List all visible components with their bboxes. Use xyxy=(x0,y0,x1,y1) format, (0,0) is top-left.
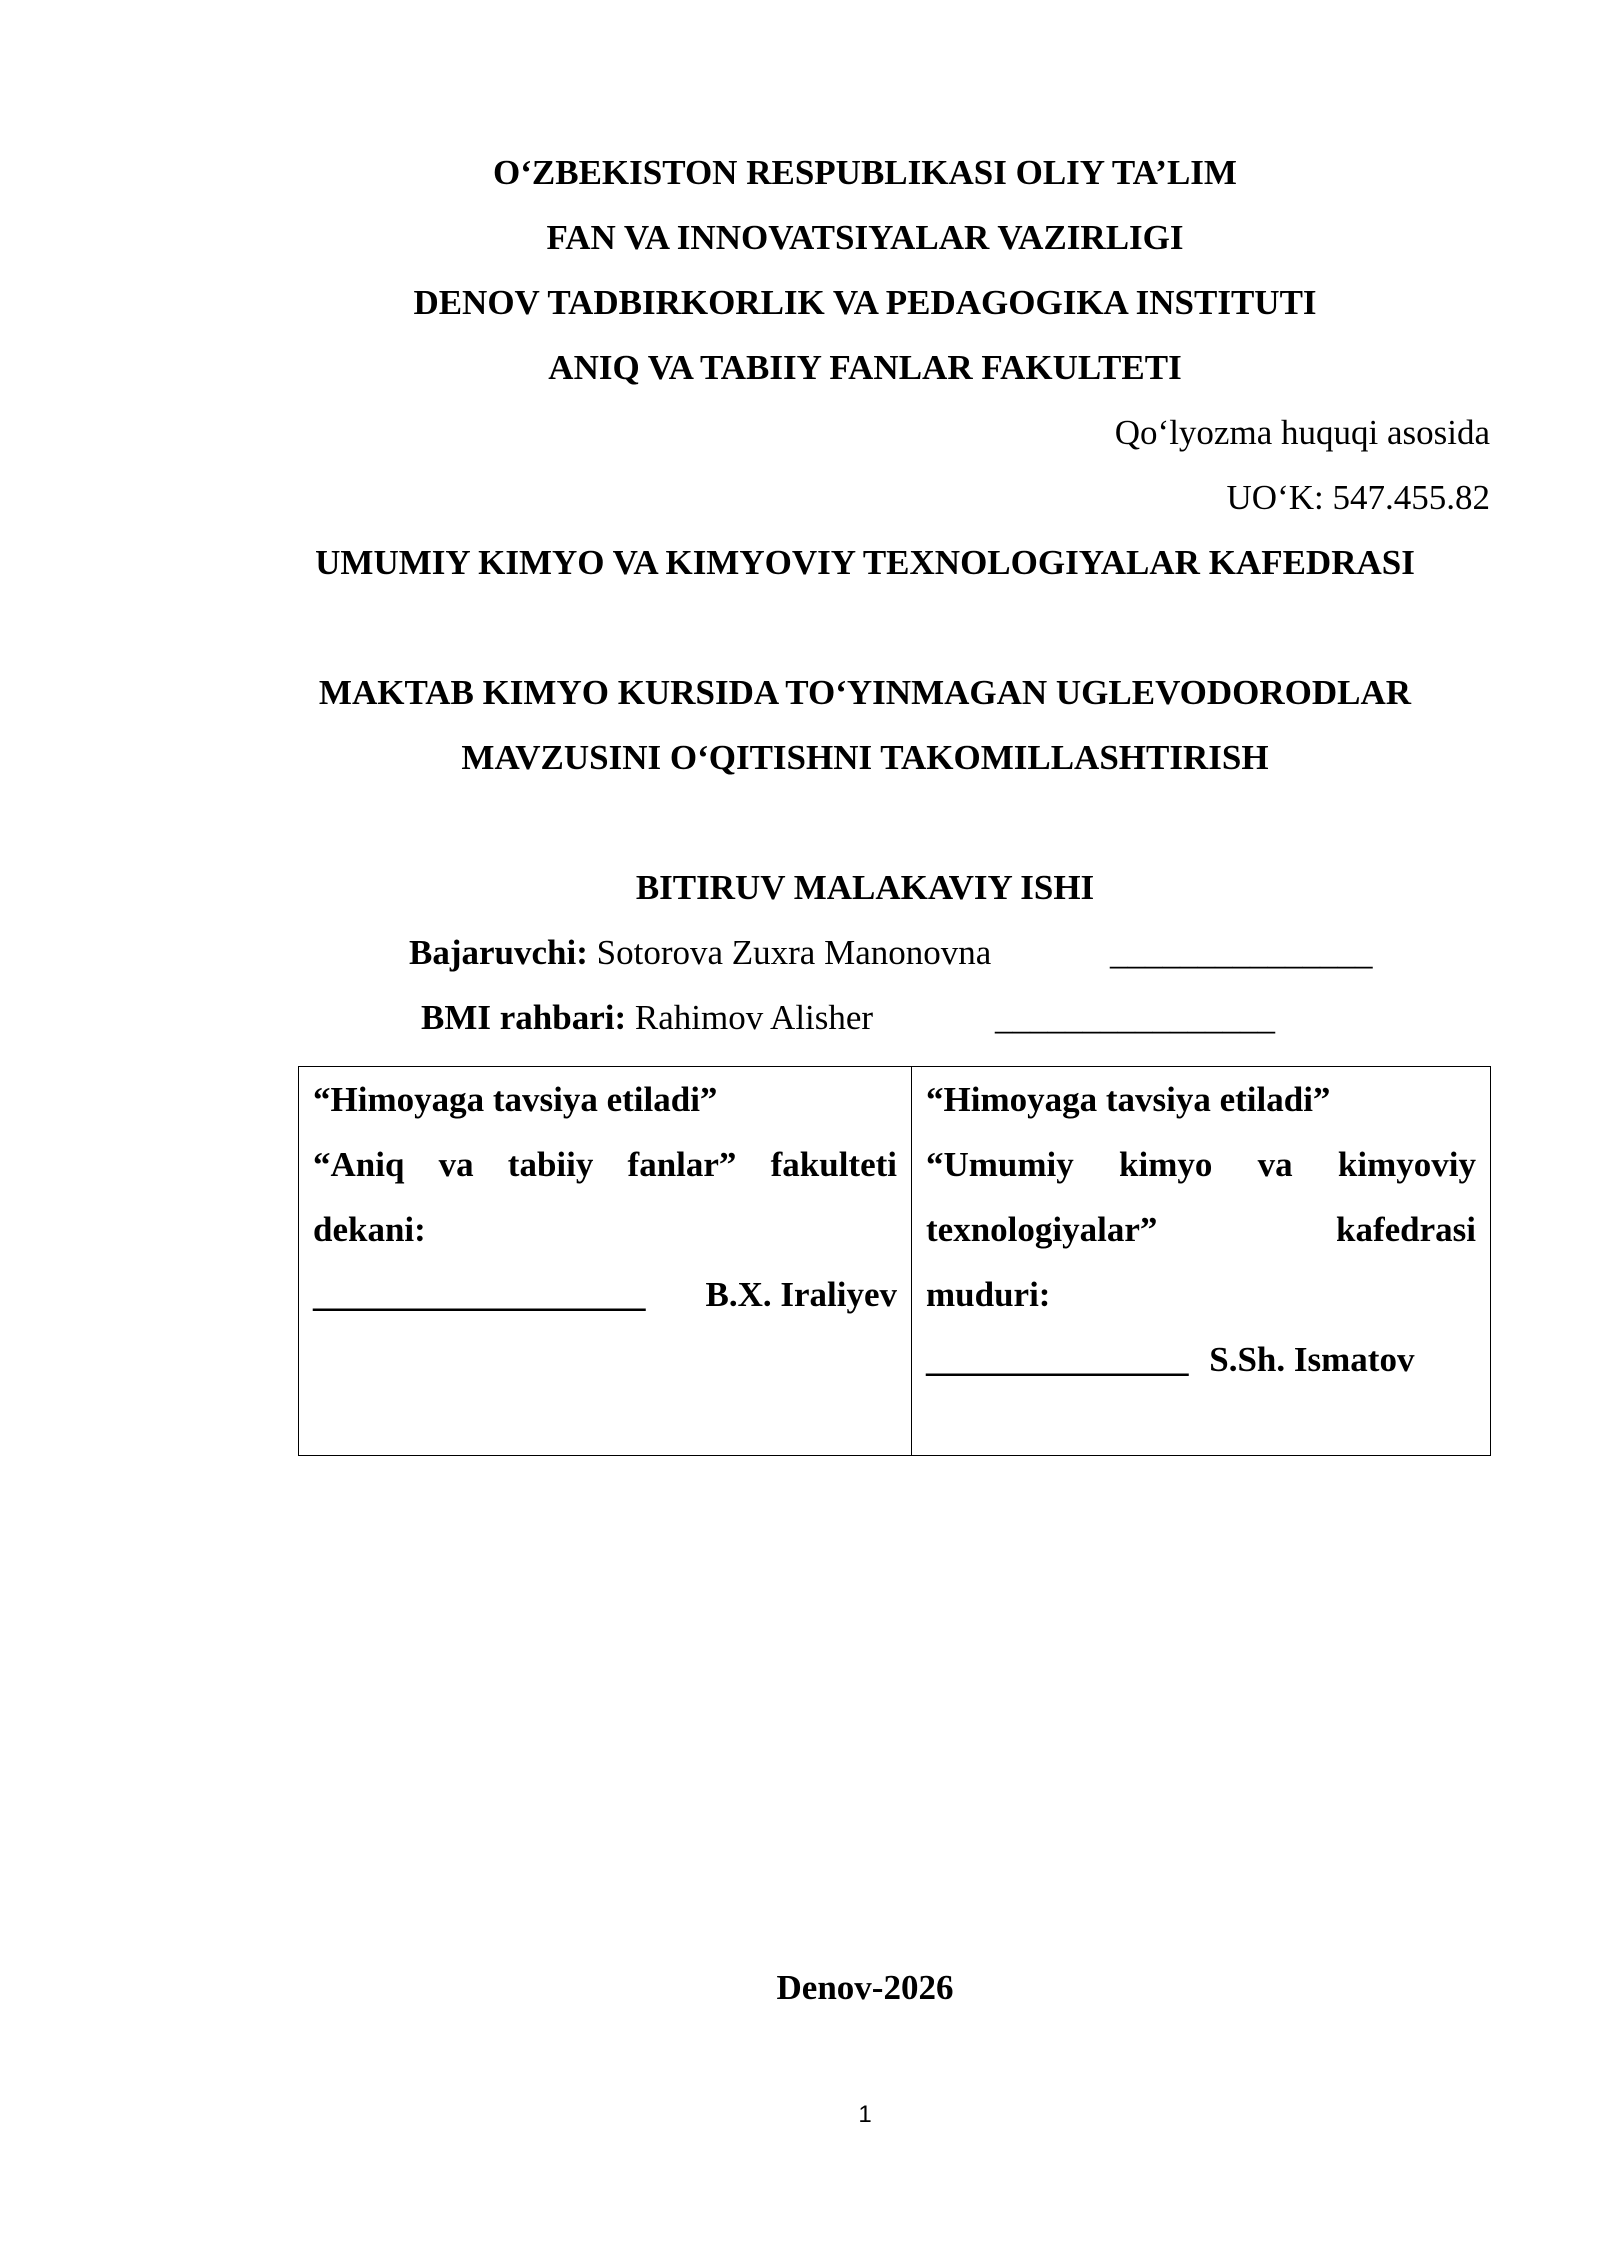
executor-signature-line: _______________ xyxy=(1110,933,1373,972)
supervisor-name: Rahimov Alisher xyxy=(634,998,874,1037)
supervisor-row xyxy=(421,996,873,1040)
head-signature-line: _______________ xyxy=(926,1340,1189,1379)
manuscript-note: Qo‘lyozma huquqi asosida xyxy=(1114,413,1490,452)
dean-signature-line: ___________________ xyxy=(313,1275,646,1314)
dean-approval-cell xyxy=(299,1067,912,1456)
thesis-title-line-1: MAKTAB KIMYO KURSIDA TO‘YINMAGAN UGLEVODORODLAR xyxy=(318,673,1412,712)
page-number: 1 xyxy=(858,2101,872,2128)
head-recommendation: “Himoyaga tavsiya etiladi” xyxy=(926,1080,1331,1119)
ministry-line-2: FAN VA INNOVATSIYALAR VAZIRLIGI xyxy=(546,218,1184,257)
supervisor-label: BMI rahbari: xyxy=(421,998,627,1037)
supervisor-signature-line: ________________ xyxy=(995,998,1275,1037)
city-year: Denov-2026 xyxy=(776,1968,954,2007)
dean-recommendation: “Himoyaga tavsiya etiladi” xyxy=(313,1080,718,1119)
dean-role-line-2: dekani: xyxy=(313,1210,426,1249)
dean-signature-row xyxy=(313,1262,897,1327)
dean-name: B.X. Iraliyev xyxy=(705,1275,897,1314)
work-type: BITIRUV MALAKAVIY ISHI xyxy=(635,868,1095,907)
approvals-table xyxy=(298,1066,1491,1456)
executor-label: Bajaruvchi: xyxy=(409,933,588,972)
head-name: S.Sh. Ismatov xyxy=(1209,1340,1415,1379)
executor-name: Sotorova Zuxra Manonovna xyxy=(596,933,992,972)
head-role-line-1: “Umumiy kimyo va kimyoviy xyxy=(926,1145,1476,1184)
head-role-line-3: muduri: xyxy=(926,1275,1051,1314)
executor-row xyxy=(409,931,991,975)
ministry-line-1: O‘ZBEKISTON RESPUBLIKASI OLIY TA’LIM xyxy=(493,153,1237,192)
thesis-title-line-2: MAVZUSINI O‘QITISHNI TAKOMILLASHTIRISH xyxy=(461,738,1269,777)
approvals-row xyxy=(299,1067,1491,1456)
head-signature-row xyxy=(926,1327,1476,1392)
institute-name: DENOV TADBIRKORLIK VA PEDAGOGIKA INSTITUTI xyxy=(413,283,1317,322)
department-name: UMUMIY KIMYO VA KIMYOVIY TEXNOLOGIYALAR KAFEDRASI xyxy=(315,543,1415,582)
faculty-name: ANIQ VA TABIIY FANLAR FAKULTETI xyxy=(548,348,1182,387)
head-role-line-2: texnologiyalar” kafedrasi xyxy=(926,1210,1476,1249)
udk-code: UO‘K: 547.455.82 xyxy=(1226,478,1490,517)
dean-role-line-1: “Aniq va tabiiy fanlar” fakulteti xyxy=(313,1145,897,1184)
head-approval-cell xyxy=(912,1067,1491,1456)
